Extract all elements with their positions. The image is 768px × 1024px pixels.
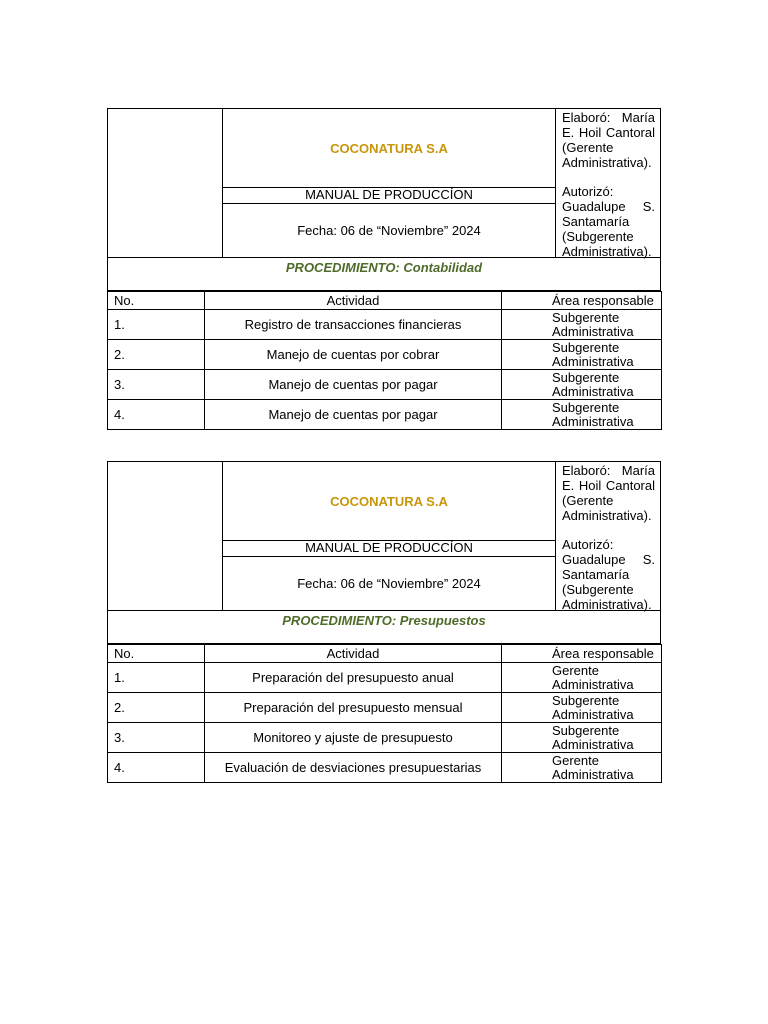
company-name: COCONATURA S.A	[330, 493, 448, 509]
procedure-title: PROCEDIMIENTO: Contabilidad	[107, 257, 661, 291]
activities-table	[107, 644, 662, 783]
col-header-area: Área responsable	[502, 645, 662, 663]
header-table	[107, 108, 661, 257]
table-header-row	[108, 645, 662, 663]
row-actividad: Preparación del presupuesto mensual	[205, 693, 502, 723]
table-row	[108, 310, 662, 340]
row-no: 2.	[108, 693, 205, 723]
row-actividad: Registro de transacciones financieras	[205, 310, 502, 340]
header-table	[107, 461, 661, 610]
row-no: 2.	[108, 340, 205, 370]
logo-cell	[108, 109, 223, 257]
autorizo-text: Autorizó: Guadalupe S. Santamaría (Subgerente Administrativa).	[562, 537, 655, 612]
col-header-no: No.	[108, 292, 205, 310]
col-header-area: Área responsable	[502, 292, 662, 310]
document-block-1	[107, 108, 661, 430]
col-header-actividad: Actividad	[205, 292, 502, 310]
company-name: COCONATURA S.A	[330, 140, 448, 156]
row-area: Subgerente Administrativa	[502, 370, 662, 400]
date-label: Fecha: 06 de “Noviembre” 2024	[297, 223, 481, 238]
row-actividad: Preparación del presupuesto anual	[205, 663, 502, 693]
approvals-cell	[555, 109, 661, 257]
row-actividad: Evaluación de desviaciones presupuestarias	[205, 753, 502, 783]
row-area: Subgerente Administrativa	[502, 693, 662, 723]
row-area: Subgerente Administrativa	[502, 400, 662, 430]
logo-cell	[108, 462, 223, 610]
col-header-actividad: Actividad	[205, 645, 502, 663]
table-row	[108, 370, 662, 400]
row-area: Subgerente Administrativa	[502, 310, 662, 340]
table-row	[108, 340, 662, 370]
table-header-row	[108, 292, 662, 310]
table-row	[108, 723, 662, 753]
row-actividad: Manejo de cuentas por pagar	[205, 370, 502, 400]
autorizo-text: Autorizó: Guadalupe S. Santamaría (Subgerente Administrativa).	[562, 184, 655, 259]
row-actividad: Monitoreo y ajuste de presupuesto	[205, 723, 502, 753]
document-block-2	[107, 461, 661, 783]
row-area: Subgerente Administrativa	[502, 723, 662, 753]
manual-title: MANUAL DE PRODUCCÍON	[223, 540, 555, 557]
approvals-cell	[555, 462, 661, 610]
row-no: 4.	[108, 400, 205, 430]
row-area: Gerente Administrativa	[502, 753, 662, 783]
elaboro-text: Elaboró: María E. Hoil Cantoral (Gerente Administrativa).	[562, 463, 655, 523]
row-no: 3.	[108, 370, 205, 400]
row-no: 1.	[108, 663, 205, 693]
row-no: 1.	[108, 310, 205, 340]
date-label: Fecha: 06 de “Noviembre” 2024	[297, 576, 481, 591]
col-header-no: No.	[108, 645, 205, 663]
manual-title: MANUAL DE PRODUCCÍON	[223, 187, 555, 204]
row-no: 3.	[108, 723, 205, 753]
table-row	[108, 400, 662, 430]
elaboro-text: Elaboró: María E. Hoil Cantoral (Gerente Administrativa).	[562, 110, 655, 170]
procedure-title: PROCEDIMIENTO: Presupuestos	[107, 610, 661, 644]
row-actividad: Manejo de cuentas por cobrar	[205, 340, 502, 370]
row-area: Subgerente Administrativa	[502, 340, 662, 370]
row-actividad: Manejo de cuentas por pagar	[205, 400, 502, 430]
row-area: Gerente Administrativa	[502, 663, 662, 693]
table-row	[108, 753, 662, 783]
row-no: 4.	[108, 753, 205, 783]
table-row	[108, 693, 662, 723]
table-row	[108, 663, 662, 693]
activities-table	[107, 291, 662, 430]
